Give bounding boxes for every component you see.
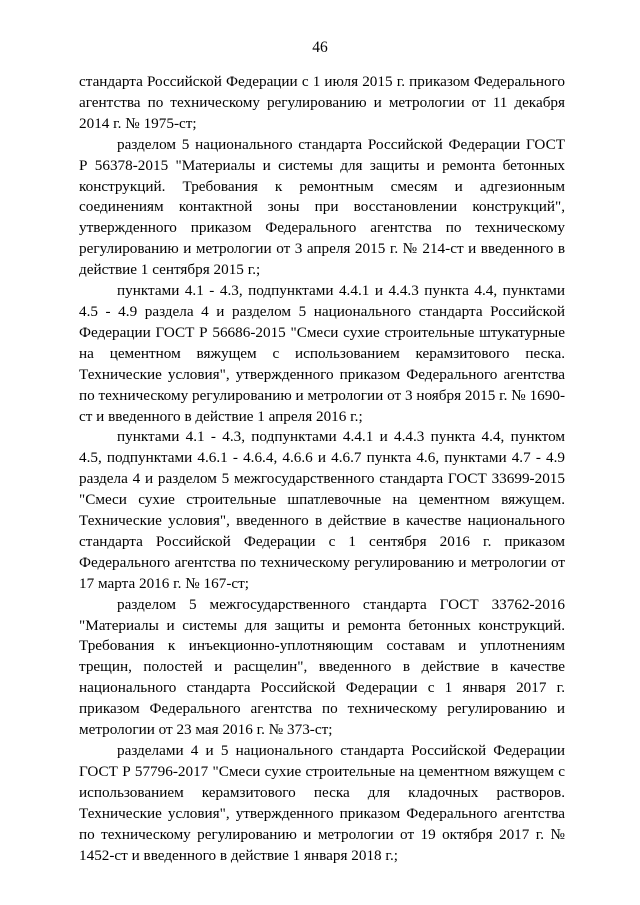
paragraph-gost-33699: пунктами 4.1 - 4.3, подпунктами 4.4.1 и 4.4.3 пункта 4.4, пунктом 4.5, подпунктами 4.6.1 - 4.6.4, 4.6.6 и 4.6.7 пункта 4.6, пунктами 4.7 - 4.9 раздела 4 и разделом 5 межгосударственного стандарта ГОСТ 33699-2015 "Смеси сухие строительные шпатлевочные на цементном вяжущем. Технические условия", введенного в действие в качестве национального стандарта Российской Федерации с 1 сентября 2016 г. приказом Федерального агентства по техническому регулированию и метрологии от 17 марта 2016 г. № 167-ст; — [79, 428, 565, 592]
paragraph-gost-r-57796: разделами 4 и 5 национального стандарта Российской Федерации ГОСТ Р 57796-2017 "Смеси сухие строительные на цементном вяжущем с использованием керамзитового песка для кладочных растворов. Технические условия", утвержденного приказом Федерального агентства по техническому регулированию и метрологии от 19 октября 2017 г. № 1452-ст и введенного в действие 1 января 2018 г.; — [79, 742, 565, 864]
paragraph-gost-33762: разделом 5 межгосударственного стандарта ГОСТ 33762-2016 "Материалы и системы для защиты и ремонта бетонных конструкций. Требования к инъекционно-уплотняющим составам и уплотнениям трещин, полостей и расщелин", введенного в действие в качестве национального стандарта Российской Федерации с 1 января 2017 г. приказом Федерального агентства по техническому регулированию и метрологии от 23 мая 2016 г. № 373-ст; — [79, 595, 565, 739]
page-number: 46 — [312, 39, 328, 56]
paragraph-gost-r-56686: пунктами 4.1 - 4.3, подпунктами 4.4.1 и 4.4.3 пункта 4.4, пунктами 4.5 - 4.9 раздела 4 и разделом 5 национального стандарта Российской Федерации ГОСТ Р 56686-2015 "Смеси сухие строительные штукатурные на цементном вяжущем с использованием керамзитового песка. Технические условия", утвержденного приказом Федерального агентства по техническому регулированию и метрологии от 3 ноября 2015 г. № 1690-ст и введенного в действие 1 апреля 2016 г.; — [79, 282, 565, 425]
document-body — [79, 72, 565, 866]
paragraph-gost-r-56378: разделом 5 национального стандарта Российской Федерации ГОСТ Р 56378-2015 "Материалы и системы для защиты и ремонта бетонных конструкций. Требования к ремонтным смесям и адгезионным соединениям контактной зоны при восстановлении конструкций", утвержденного приказом Федерального агентства по техническому регулированию и метрологии от 3 апреля 2015 г. № 214-ст и введенного в действие 1 сентября 2015 г.; — [79, 135, 565, 279]
paragraph-continuation: стандарта Российской Федерации с 1 июля 2015 г. приказом Федерального агентства по техническому регулированию и метрологии от 11 декабря 2014 г. № 1975-ст; — [79, 73, 565, 132]
